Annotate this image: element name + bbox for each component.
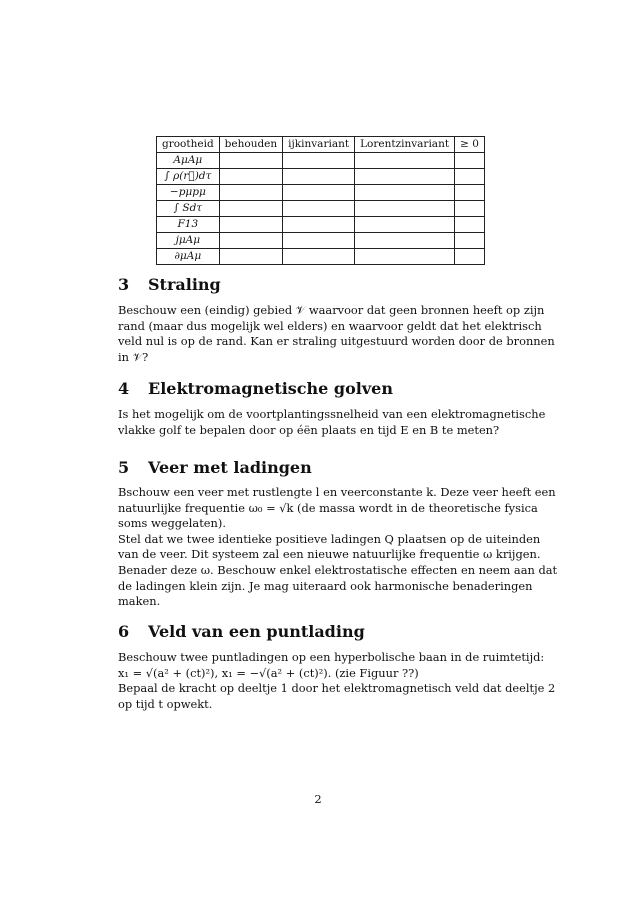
quantity-table bbox=[156, 136, 485, 265]
table-row bbox=[157, 169, 485, 185]
table-cell bbox=[355, 185, 455, 201]
text-line: op tijd t opwekt. bbox=[118, 696, 213, 711]
text-line: soms weggelaten). bbox=[118, 516, 226, 531]
table-row bbox=[157, 249, 485, 265]
table-header-cell: Lorentzinvariant bbox=[355, 137, 455, 153]
page-number: 2 bbox=[314, 792, 322, 806]
text-line: maken. bbox=[118, 594, 161, 609]
text-line: natuurlijke frequentie ω₀ = √k (de massa wordt in de theoretische fysica bbox=[118, 500, 538, 515]
table-cell: ∂μAμ bbox=[157, 249, 220, 265]
table-cell bbox=[219, 249, 282, 265]
table-header-cell: behouden bbox=[219, 137, 282, 153]
table-header-row bbox=[157, 137, 485, 153]
section-number: 6 bbox=[118, 622, 130, 641]
table-cell bbox=[283, 153, 355, 169]
table-row bbox=[157, 201, 485, 217]
section-number: 3 bbox=[118, 275, 130, 294]
table-cell bbox=[455, 249, 485, 265]
table-cell: ∫ ρ(r⃗)dτ bbox=[157, 169, 220, 185]
table-cell bbox=[283, 217, 355, 233]
table-cell bbox=[355, 249, 455, 265]
table-cell bbox=[355, 233, 455, 249]
table-cell bbox=[355, 217, 455, 233]
section-heading bbox=[118, 622, 365, 641]
table-cell bbox=[355, 201, 455, 217]
section-title: Veld van een puntlading bbox=[148, 622, 365, 641]
table-cell bbox=[283, 169, 355, 185]
text-line: Bschouw een veer met rustlengte l en veerconstante k. Deze veer heeft een bbox=[118, 485, 556, 499]
table-cell bbox=[219, 201, 282, 217]
text-line: Stel dat we twee identieke positieve ladingen Q plaatsen op de uiteinden bbox=[118, 531, 541, 546]
text-line: in 𝒱? bbox=[118, 349, 149, 364]
table-cell bbox=[219, 185, 282, 201]
table-cell bbox=[455, 217, 485, 233]
text-line: rand (maar dus mogelijk wel elders) en waarvoor geldt dat het elektrisch bbox=[118, 318, 542, 333]
table-cell: −pμpμ bbox=[157, 185, 220, 201]
table-header-cell: ≥ 0 bbox=[455, 137, 485, 153]
text-line: vlakke golf te bepalen door op éën plaats en tijd E en B te meten? bbox=[118, 422, 500, 437]
table-cell bbox=[455, 169, 485, 185]
section-paragraph bbox=[118, 303, 555, 365]
table-row bbox=[157, 233, 485, 249]
section-title: Straling bbox=[148, 275, 221, 294]
table-cell bbox=[219, 153, 282, 169]
table-cell bbox=[455, 201, 485, 217]
section-heading bbox=[118, 379, 393, 398]
table-row bbox=[157, 153, 485, 169]
section-title: Elektromagnetische golven bbox=[148, 379, 393, 398]
text-line: Beschouw twee puntladingen op een hyperbolische baan in de ruimtetijd: bbox=[118, 650, 545, 664]
table-cell: AμAμ bbox=[157, 153, 220, 169]
text-line: Beschouw een (eindig) gebied 𝒱 waarvoor dat geen bronnen heeft op zijn bbox=[118, 303, 545, 317]
table-header-cell: ijkinvariant bbox=[283, 137, 355, 153]
text-line: Bepaal de kracht op deeltje 1 door het elektromagnetisch veld dat deeltje 2 bbox=[118, 681, 556, 696]
text-line: x₁ = √(a² + (ct)²), x₁ = −√(a² + (ct)²). (zie Figuur ??) bbox=[118, 665, 419, 680]
table-cell bbox=[219, 233, 282, 249]
table-row bbox=[157, 185, 485, 201]
table-cell bbox=[455, 153, 485, 169]
table-cell bbox=[283, 249, 355, 265]
table-cell: ∫ Sdτ bbox=[157, 201, 220, 217]
section-title: Veer met ladingen bbox=[148, 458, 312, 477]
section-number: 4 bbox=[118, 379, 130, 398]
text-line: Benader deze ω. Beschouw enkel elektrostatische effecten en neem aan dat bbox=[118, 562, 558, 577]
table-cell bbox=[355, 169, 455, 185]
section-heading bbox=[118, 275, 221, 294]
table-cell bbox=[455, 185, 485, 201]
section-heading bbox=[118, 458, 312, 477]
table-cell bbox=[219, 217, 282, 233]
table-header-cell: grootheid bbox=[157, 137, 220, 153]
section-paragraph bbox=[118, 485, 558, 610]
table-cell bbox=[355, 153, 455, 169]
text-line: van de veer. Dit systeem zal een nieuwe natuurlijke frequentie ω krijgen. bbox=[118, 547, 541, 562]
section-number: 5 bbox=[118, 458, 130, 477]
table-cell bbox=[455, 233, 485, 249]
section-paragraph bbox=[118, 407, 546, 438]
text-line: de ladingen klein zijn. Je mag uiteraard ook harmonische benaderingen bbox=[118, 578, 533, 593]
table-row bbox=[157, 217, 485, 233]
text-line: veld nul is op de rand. Kan er straling uitgestuurd worden door de bronnen bbox=[118, 334, 555, 349]
table-cell bbox=[283, 233, 355, 249]
text-line: Is het mogelijk om de voortplantingssnelheid van een elektromagnetische bbox=[118, 407, 546, 421]
table-cell: jμAμ bbox=[157, 233, 220, 249]
table-cell bbox=[219, 169, 282, 185]
table-cell: F13 bbox=[157, 217, 220, 233]
section-paragraph bbox=[118, 650, 556, 712]
table-cell bbox=[283, 185, 355, 201]
table-cell bbox=[283, 201, 355, 217]
